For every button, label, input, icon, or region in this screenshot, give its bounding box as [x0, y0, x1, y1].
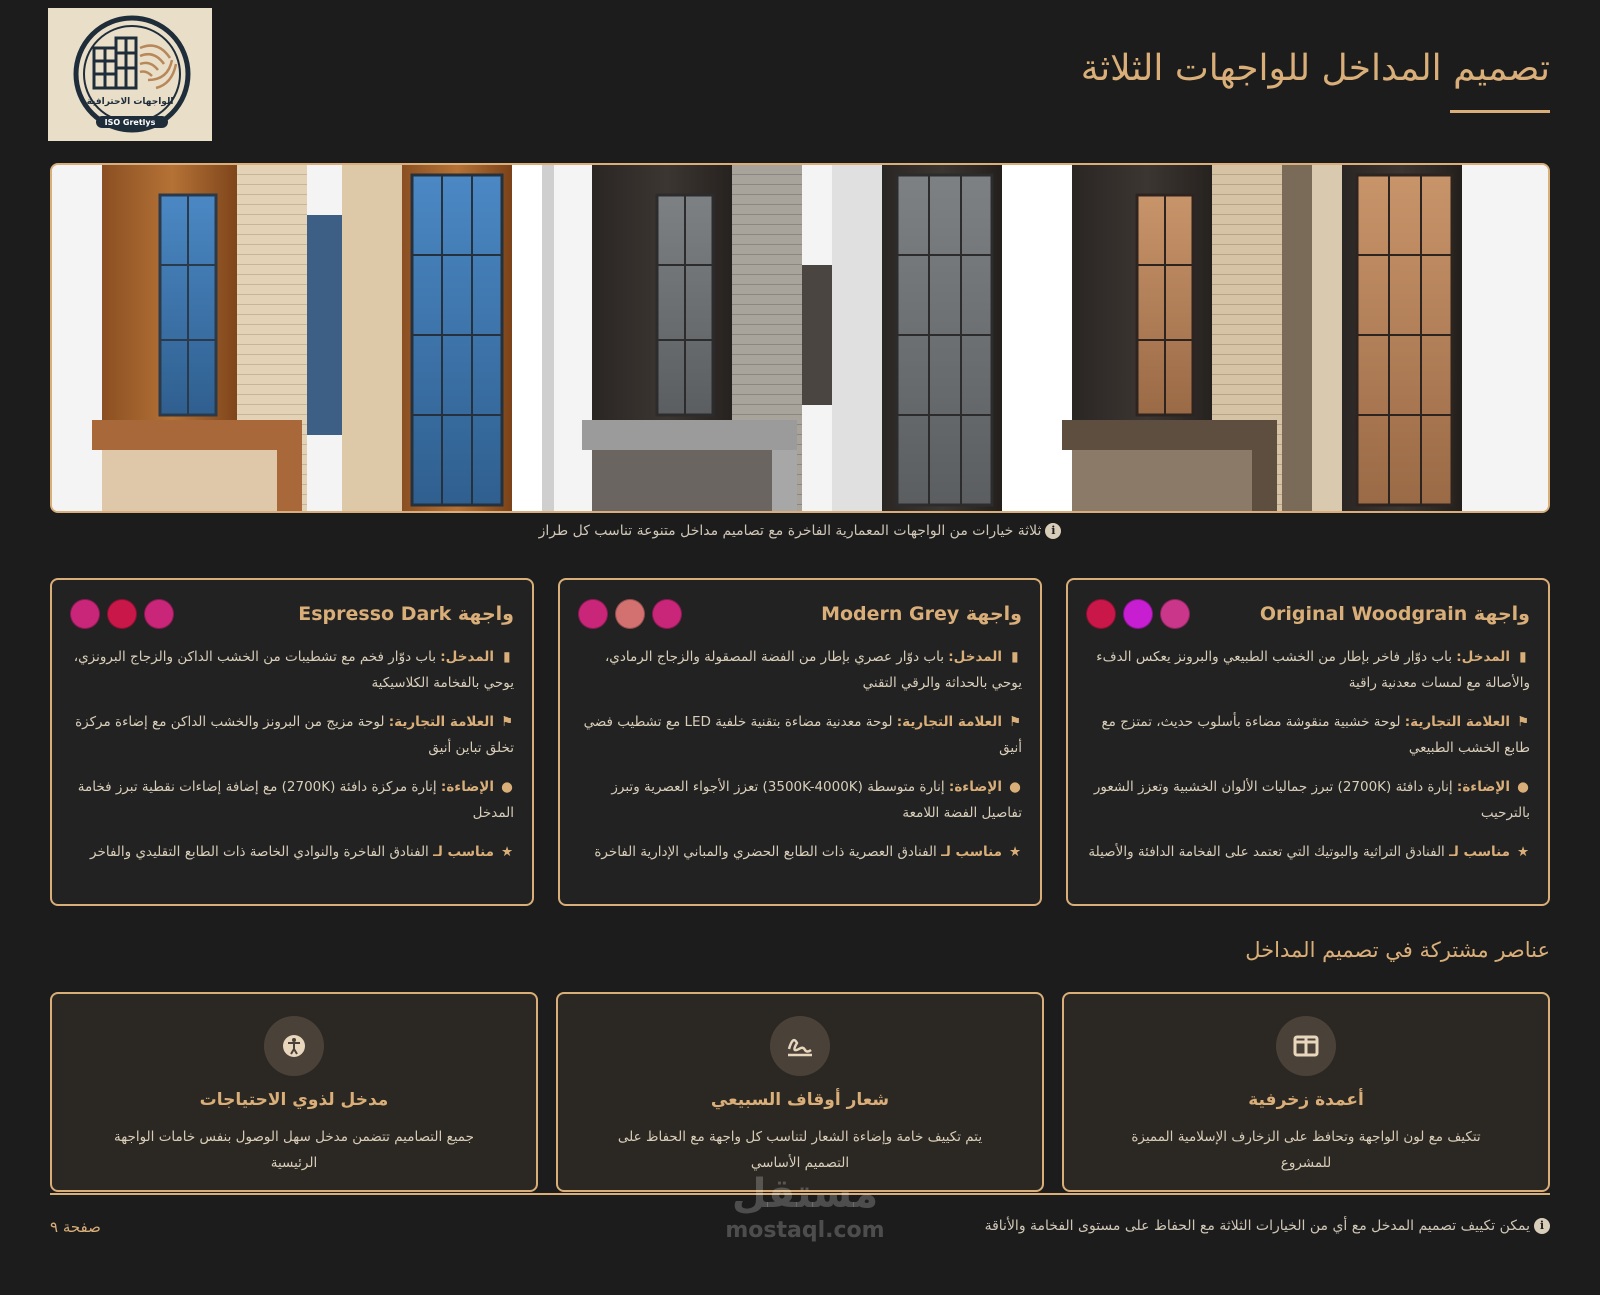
detail-text: لوحة معدنية مضاءة بتقنية خلفية LED مع تشطيب فضي أنيق — [583, 714, 1022, 756]
banner-caption: iثلاثة خيارات من الواجهات المعمارية الفاخرة مع تصاميم مداخل متنوعة تناسب كل طراز — [0, 523, 1600, 539]
facade-card-modern-grey — [558, 578, 1042, 906]
element-desc: تتكيف مع لون الواجهة وتحافظ على الزخارف الإسلامية المميزة للمشروع — [1131, 1129, 1481, 1171]
lightbulb-icon: ● — [1009, 779, 1021, 795]
element-card-accessibility — [50, 992, 538, 1192]
detail-text: باب دوّار فاخر بإطار من الخشب الطبيعي والبرونز يعكس الدفء والأصالة مع لمسات معدنية راقية — [1096, 649, 1530, 691]
facades-banner-image — [50, 163, 1550, 513]
element-title: أعمدة زخرفية — [1248, 1090, 1364, 1110]
watermark: مستقل mostaql.com — [725, 1171, 885, 1243]
color-swatches — [578, 599, 682, 629]
detail-label: الإضاءة: — [948, 779, 1002, 795]
color-swatch — [1086, 599, 1116, 629]
color-swatch — [1160, 599, 1190, 629]
door-icon: ▮ — [1519, 649, 1527, 665]
color-swatch — [144, 599, 174, 629]
star-icon: ★ — [1008, 844, 1022, 860]
detail-text: لوحة مزيج من البرونز والخشب الداكن مع إضاءة مركزة تخلق تباين أنيق — [75, 714, 514, 756]
card-detail-row — [1086, 774, 1530, 826]
color-swatch — [615, 599, 645, 629]
color-swatch — [578, 599, 608, 629]
title-underline — [1450, 110, 1550, 113]
signature-icon — [770, 1016, 830, 1076]
detail-text: الفنادق العصرية ذات الطابع الحضري والمباني الإدارية الفاخرة — [594, 844, 937, 860]
detail-label: المدخل: — [1456, 649, 1510, 665]
card-title: واجهة Espresso Dark — [298, 603, 514, 625]
detail-label: مناسب لـ — [433, 844, 494, 860]
card-detail-row — [70, 644, 514, 696]
detail-text: إنارة متوسطة (3500K-4000K) تعزز الأجواء العصرية وتبرز تفاصيل الفضة اللامعة — [611, 779, 1022, 821]
detail-text: لوحة خشبية منقوشة مضاءة بأسلوب حديث، تمتزج مع طابع الخشب الطبيعي — [1101, 714, 1530, 756]
detail-label: المدخل: — [440, 649, 494, 665]
card-title: واجهة Modern Grey — [821, 603, 1022, 625]
flag-icon: ⚑ — [1516, 714, 1530, 730]
element-card-columns — [1062, 992, 1550, 1192]
detail-text: إنارة دافئة (2700K) تبرز جماليات الألوان الخشبية وتعزز الشعور بالترحيب — [1093, 779, 1530, 821]
door-icon: ▮ — [1011, 649, 1019, 665]
card-detail-row — [1086, 709, 1530, 761]
detail-label: العلامة التجارية: — [1404, 714, 1510, 730]
element-desc: يتم تكييف خامة وإضاءة الشعار لتناسب كل واجهة مع الحفاظ على التصميم الأساسي — [617, 1129, 983, 1171]
page-number: صفحة ٩ — [50, 1218, 101, 1236]
section-title: عناصر مشتركة في تصميم المداخل — [1245, 938, 1550, 962]
element-desc: جميع التصاميم تتضمن مدخل سهل الوصول بنفس خامات الواجهة الرئيسية — [114, 1129, 474, 1171]
info-icon: i — [1045, 523, 1061, 539]
detail-text: باب دوّار عصري بإطار من الفضة المصقولة والزجاج الرمادي، يوحي بالحداثة والرقي التقني — [604, 649, 1022, 691]
detail-label: مناسب لـ — [941, 844, 1002, 860]
star-icon: ★ — [1516, 844, 1530, 860]
element-title: شعار أوقاف السبيعي — [710, 1090, 890, 1110]
color-swatch — [1123, 599, 1153, 629]
detail-label: المدخل: — [948, 649, 1002, 665]
facade-card-espresso-dark — [50, 578, 534, 906]
card-detail-row — [1086, 839, 1530, 865]
accessibility-icon — [264, 1016, 324, 1076]
star-icon: ★ — [500, 844, 514, 860]
card-detail-row — [1086, 644, 1530, 696]
lightbulb-icon: ● — [501, 779, 513, 795]
color-swatch — [652, 599, 682, 629]
card-detail-row — [70, 774, 514, 826]
color-swatches — [70, 599, 174, 629]
logo-caption: الواجهات الاحترافية ISO Gretlys — [86, 97, 174, 127]
company-logo — [48, 8, 212, 141]
card-detail-row — [578, 839, 1022, 865]
detail-label: العلامة التجارية: — [388, 714, 494, 730]
info-icon: i — [1534, 1218, 1550, 1234]
door-icon: ▮ — [503, 649, 511, 665]
card-detail-row — [578, 774, 1022, 826]
detail-label: الإضاءة: — [1456, 779, 1510, 795]
card-title: واجهة Original Woodgrain — [1259, 603, 1530, 625]
columns-icon — [1276, 1016, 1336, 1076]
detail-label: الإضاءة: — [440, 779, 494, 795]
footer-divider — [50, 1193, 1550, 1195]
card-detail-row — [70, 709, 514, 761]
color-swatches — [1086, 599, 1190, 629]
detail-text: باب دوّار فخم مع تشطيبات من الخشب الداكن والزجاج البرونزي، يوحي بالفخامة الكلاسيكية — [73, 649, 514, 691]
element-card-logo — [556, 992, 1044, 1192]
card-detail-row — [578, 709, 1022, 761]
facade-card-original-woodgrain — [1066, 578, 1550, 906]
detail-label: العلامة التجارية: — [896, 714, 1002, 730]
card-detail-row — [578, 644, 1022, 696]
color-swatch — [70, 599, 100, 629]
element-title: مدخل لذوي الاحتياجات — [199, 1090, 389, 1110]
lightbulb-icon: ● — [1517, 779, 1529, 795]
detail-text: الفنادق التراثية والبوتيك التي تعتمد على الفخامة الدافئة والأصيلة — [1088, 844, 1445, 860]
card-detail-row — [70, 839, 514, 865]
detail-text: الفنادق الفاخرة والنوادي الخاصة ذات الطابع التقليدي والفاخر — [90, 844, 429, 860]
detail-label: مناسب لـ — [1449, 844, 1510, 860]
flag-icon: ⚑ — [1008, 714, 1022, 730]
detail-text: إنارة مركزة دافئة (2700K) مع إضافة إضاءات نقطية تبرز فخامة المدخل — [77, 779, 514, 821]
flag-icon: ⚑ — [500, 714, 514, 730]
page-title: تصميم المداخل للواجهات الثلاثة — [1080, 48, 1550, 89]
footer-note: iيمكن تكييف تصميم المدخل مع أي من الخيارات الثلاثة مع الحفاظ على مستوى الفخامة والأناقة — [985, 1218, 1550, 1234]
color-swatch — [107, 599, 137, 629]
